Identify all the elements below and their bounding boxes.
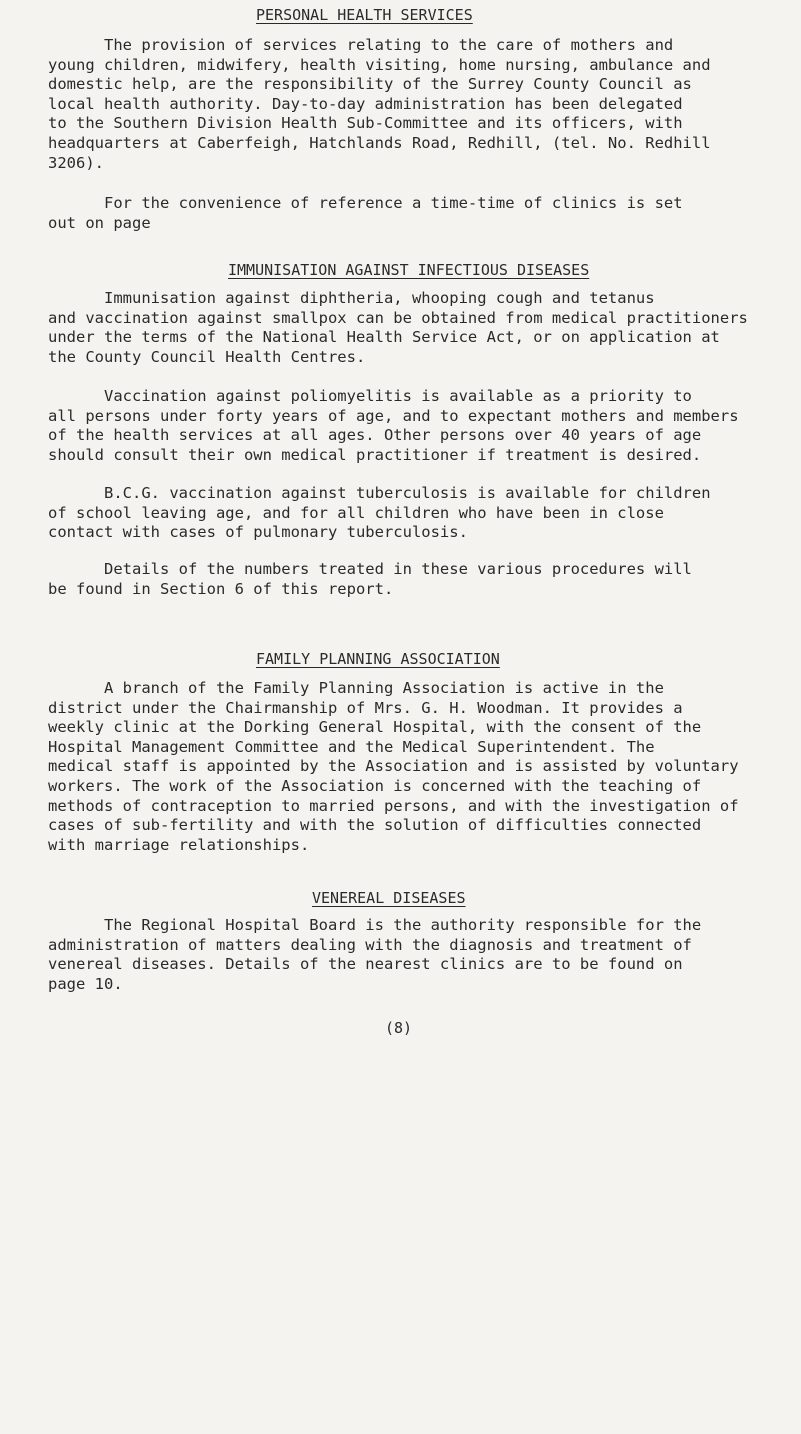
text-line: The provision of services relating to the care of mothers and: [48, 36, 674, 54]
text-line: of the health services at all ages. Other persons over 40 years of age: [48, 426, 702, 445]
text-line: 3206).: [48, 153, 104, 172]
text-line: Details of the numbers treated in these various procedures will: [48, 560, 692, 578]
text-line: the County Council Health Centres.: [48, 347, 366, 366]
text-line: local health authority. Day-to-day administration has been delegated: [48, 94, 683, 113]
paragraph-immunisation-4: [48, 560, 760, 599]
text-line: all persons under forty years of age, and to expectant mothers and members: [48, 406, 739, 425]
paragraph-provision: [48, 36, 760, 173]
text-line: with marriage relationships.: [48, 835, 310, 854]
text-line: A branch of the Family Planning Association is active in the: [48, 679, 664, 697]
text-line: administration of matters dealing with the diagnosis and treatment of: [48, 935, 692, 954]
text-line: Immunisation against diphtheria, whooping cough and tetanus: [48, 289, 655, 307]
text-line: to the Southern Division Health Sub-Committee and its officers, with: [48, 114, 683, 133]
text-line: methods of contraception to married persons, and with the investigation of: [48, 796, 739, 815]
text-line: and vaccination against smallpox can be obtained from medical practitioners: [48, 308, 748, 327]
paragraph-immunisation-2: [48, 387, 760, 465]
text-line: should consult their own medical practitioner if treatment is desired.: [48, 445, 702, 464]
text-line: page 10.: [48, 974, 123, 993]
paragraph-immunisation-3: [48, 484, 760, 543]
text-line: medical staff is appointed by the Association and is assisted by voluntary: [48, 757, 739, 776]
text-line: young children, midwifery, health visiting, home nursing, ambulance and: [48, 55, 711, 74]
text-line: venereal diseases. Details of the nearest clinics are to be found on: [48, 955, 683, 974]
text-line: domestic help, are the responsibility of the Surrey County Council as: [48, 75, 692, 94]
text-line: district under the Chairmanship of Mrs. G. H. Woodman. It provides a: [48, 698, 683, 717]
text-line: be found in Section 6 of this report.: [48, 579, 394, 598]
paragraph-immunisation-1: [48, 289, 760, 367]
heading-family-planning: FAMILY PLANNING ASSOCIATION: [256, 650, 500, 668]
text-line: workers. The work of the Association is concerned with the teaching of: [48, 776, 702, 795]
text-line: out on page: [48, 213, 151, 232]
text-line: B.C.G. vaccination against tuberculosis is available for children: [48, 484, 711, 502]
text-line: contact with cases of pulmonary tuberculosis.: [48, 523, 468, 542]
text-line: weekly clinic at the Dorking General Hospital, with the consent of the: [48, 718, 702, 737]
text-line: Hospital Management Committee and the Medical Superintendent. The: [48, 737, 655, 756]
page-number: (8): [385, 1019, 413, 1037]
text-line: cases of sub-fertility and with the solution of difficulties connected: [48, 816, 702, 835]
text-line: The Regional Hospital Board is the authority responsible for the: [48, 916, 702, 934]
text-line: For the convenience of reference a time-time of clinics is set: [48, 194, 683, 212]
text-line: Vaccination against poliomyelitis is available as a priority to: [48, 387, 692, 405]
text-line: under the terms of the National Health Service Act, or on application at: [48, 328, 720, 347]
paragraph-family-planning: [48, 679, 760, 855]
heading-personal-health-services: PERSONAL HEALTH SERVICES: [256, 6, 473, 24]
heading-venereal-diseases: VENEREAL DISEASES: [312, 889, 466, 907]
paragraph-venereal: [48, 916, 760, 994]
heading-immunisation: IMMUNISATION AGAINST INFECTIOUS DISEASES: [228, 261, 590, 279]
paragraph-convenience: [48, 194, 760, 233]
text-line: headquarters at Caberfeigh, Hatchlands Road, Redhill, (tel. No. Redhill: [48, 133, 711, 152]
text-line: of school leaving age, and for all children who have been in close: [48, 503, 664, 522]
